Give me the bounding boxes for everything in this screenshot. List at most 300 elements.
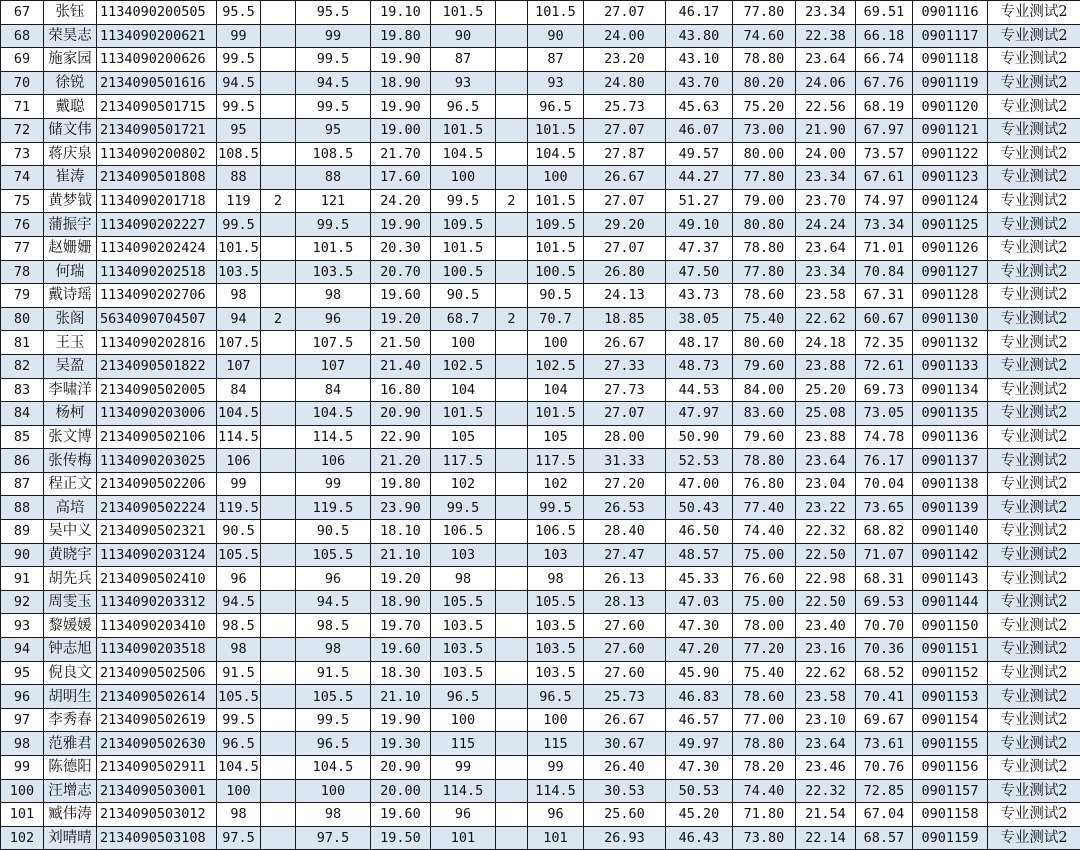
position-code-cell: 0901130 bbox=[913, 307, 988, 331]
written2-raw-cell: 103.5 bbox=[431, 638, 496, 662]
interview-weighted-cell: 22.32 bbox=[796, 779, 856, 803]
written2-weighted-cell: 26.40 bbox=[584, 756, 666, 780]
seq-cell: 68 bbox=[1, 24, 44, 48]
written2-weighted-cell: 18.85 bbox=[584, 307, 666, 331]
written1-total-cell: 98 bbox=[296, 803, 371, 827]
written1-weighted-cell: 19.20 bbox=[371, 307, 431, 331]
seq-cell: 97 bbox=[1, 708, 44, 732]
written1-bonus-cell bbox=[261, 543, 296, 567]
written2-raw-cell: 90 bbox=[431, 24, 496, 48]
written2-raw-cell: 106.5 bbox=[431, 520, 496, 544]
written2-total-cell: 103.5 bbox=[528, 614, 584, 638]
written2-total-cell: 96.5 bbox=[528, 95, 584, 119]
written2-weighted-cell: 28.13 bbox=[584, 590, 666, 614]
written2-total-cell: 114.5 bbox=[528, 779, 584, 803]
written1-weighted-cell: 21.40 bbox=[371, 354, 431, 378]
position-code-cell: 0901123 bbox=[913, 166, 988, 190]
written2-total-cell: 101.5 bbox=[528, 402, 584, 426]
written2-weighted-cell: 27.60 bbox=[584, 638, 666, 662]
table-row bbox=[1, 779, 1080, 803]
table-row bbox=[1, 331, 1080, 355]
table-row bbox=[1, 543, 1080, 567]
position-code-cell: 0901143 bbox=[913, 567, 988, 591]
written2-weighted-cell: 28.40 bbox=[584, 520, 666, 544]
table-row bbox=[1, 1, 1080, 25]
interview-cell: 80.80 bbox=[733, 213, 796, 237]
interview-cell: 80.60 bbox=[733, 331, 796, 355]
interview-cell: 75.00 bbox=[733, 543, 796, 567]
written1-bonus-cell bbox=[261, 331, 296, 355]
written1-weighted-cell: 19.90 bbox=[371, 48, 431, 72]
written1-raw-cell: 96.5 bbox=[217, 732, 261, 756]
interview-weighted-cell: 23.22 bbox=[796, 496, 856, 520]
table-row bbox=[1, 803, 1080, 827]
written1-raw-cell: 98 bbox=[217, 284, 261, 308]
written1-raw-cell: 98.5 bbox=[217, 614, 261, 638]
exam-id-cell: 2134090502410 bbox=[97, 567, 217, 591]
position-name-cell: 专业测试2 bbox=[988, 378, 1080, 402]
written2-weighted-cell: 27.87 bbox=[584, 142, 666, 166]
written2-weighted-cell: 27.20 bbox=[584, 472, 666, 496]
exam-id-cell: 2134090501715 bbox=[97, 95, 217, 119]
written1-total-cell: 100 bbox=[296, 779, 371, 803]
position-name-cell: 专业测试2 bbox=[988, 685, 1080, 709]
final-score-cell: 67.04 bbox=[856, 803, 913, 827]
position-code-cell: 0901124 bbox=[913, 189, 988, 213]
written-sum-cell: 50.90 bbox=[666, 425, 733, 449]
final-score-cell: 70.84 bbox=[856, 260, 913, 284]
exam-id-cell: 2134090502619 bbox=[97, 708, 217, 732]
written-sum-cell: 46.07 bbox=[666, 118, 733, 142]
written-sum-cell: 45.20 bbox=[666, 803, 733, 827]
table-row bbox=[1, 354, 1080, 378]
written1-weighted-cell: 19.90 bbox=[371, 708, 431, 732]
written1-bonus-cell bbox=[261, 284, 296, 308]
written1-raw-cell: 114.5 bbox=[217, 425, 261, 449]
written-sum-cell: 50.53 bbox=[666, 779, 733, 803]
written2-raw-cell: 87 bbox=[431, 48, 496, 72]
written1-weighted-cell: 16.80 bbox=[371, 378, 431, 402]
written1-weighted-cell: 18.90 bbox=[371, 71, 431, 95]
position-name-cell: 专业测试2 bbox=[988, 213, 1080, 237]
written2-raw-cell: 102.5 bbox=[431, 354, 496, 378]
written2-raw-cell: 100 bbox=[431, 708, 496, 732]
written2-weighted-cell: 27.33 bbox=[584, 354, 666, 378]
written2-bonus-cell bbox=[496, 449, 528, 473]
name-cell: 吴盈 bbox=[44, 354, 97, 378]
seq-cell: 75 bbox=[1, 189, 44, 213]
final-score-cell: 72.61 bbox=[856, 354, 913, 378]
written1-weighted-cell: 21.50 bbox=[371, 331, 431, 355]
seq-cell: 86 bbox=[1, 449, 44, 473]
written2-bonus-cell bbox=[496, 402, 528, 426]
written-sum-cell: 48.73 bbox=[666, 354, 733, 378]
written1-weighted-cell: 18.90 bbox=[371, 590, 431, 614]
table-row bbox=[1, 142, 1080, 166]
position-code-cell: 0901133 bbox=[913, 354, 988, 378]
written1-weighted-cell: 21.70 bbox=[371, 142, 431, 166]
written1-total-cell: 99.5 bbox=[296, 708, 371, 732]
written-sum-cell: 48.17 bbox=[666, 331, 733, 355]
written1-weighted-cell: 19.10 bbox=[371, 1, 431, 25]
seq-cell: 70 bbox=[1, 71, 44, 95]
position-code-cell: 0901157 bbox=[913, 779, 988, 803]
position-code-cell: 0901125 bbox=[913, 213, 988, 237]
written2-total-cell: 93 bbox=[528, 71, 584, 95]
table-row bbox=[1, 661, 1080, 685]
exam-id-cell: 1134090200626 bbox=[97, 48, 217, 72]
written2-total-cell: 90 bbox=[528, 24, 584, 48]
final-score-cell: 69.51 bbox=[856, 1, 913, 25]
written1-total-cell: 90.5 bbox=[296, 520, 371, 544]
written2-bonus-cell bbox=[496, 166, 528, 190]
name-cell: 李秀春 bbox=[44, 708, 97, 732]
written1-total-cell: 104.5 bbox=[296, 402, 371, 426]
written1-total-cell: 96 bbox=[296, 307, 371, 331]
interview-cell: 77.40 bbox=[733, 496, 796, 520]
position-name-cell: 专业测试2 bbox=[988, 307, 1080, 331]
written1-total-cell: 114.5 bbox=[296, 425, 371, 449]
written2-raw-cell: 117.5 bbox=[431, 449, 496, 473]
seq-cell: 91 bbox=[1, 567, 44, 591]
written2-total-cell: 100.5 bbox=[528, 260, 584, 284]
position-code-cell: 0901153 bbox=[913, 685, 988, 709]
interview-cell: 75.20 bbox=[733, 95, 796, 119]
written2-weighted-cell: 23.20 bbox=[584, 48, 666, 72]
written2-raw-cell: 105 bbox=[431, 425, 496, 449]
name-cell: 张阁 bbox=[44, 307, 97, 331]
written1-raw-cell: 103.5 bbox=[217, 260, 261, 284]
written1-bonus-cell: 2 bbox=[261, 189, 296, 213]
written2-weighted-cell: 29.20 bbox=[584, 213, 666, 237]
written1-weighted-cell: 19.60 bbox=[371, 284, 431, 308]
position-code-cell: 0901118 bbox=[913, 48, 988, 72]
written1-total-cell: 99.5 bbox=[296, 213, 371, 237]
written2-total-cell: 96 bbox=[528, 803, 584, 827]
written2-weighted-cell: 26.13 bbox=[584, 567, 666, 591]
position-code-cell: 0901117 bbox=[913, 24, 988, 48]
written2-total-cell: 109.5 bbox=[528, 213, 584, 237]
written1-total-cell: 119.5 bbox=[296, 496, 371, 520]
name-cell: 杨柯 bbox=[44, 402, 97, 426]
written2-weighted-cell: 27.60 bbox=[584, 661, 666, 685]
written1-bonus-cell bbox=[261, 708, 296, 732]
final-score-cell: 70.04 bbox=[856, 472, 913, 496]
name-cell: 张文博 bbox=[44, 425, 97, 449]
written2-bonus-cell bbox=[496, 213, 528, 237]
final-score-cell: 74.97 bbox=[856, 189, 913, 213]
written1-total-cell: 105.5 bbox=[296, 685, 371, 709]
final-score-cell: 67.76 bbox=[856, 71, 913, 95]
name-cell: 黄梦钺 bbox=[44, 189, 97, 213]
position-code-cell: 0901159 bbox=[913, 826, 988, 850]
written2-raw-cell: 101.5 bbox=[431, 118, 496, 142]
written2-total-cell: 101.5 bbox=[528, 1, 584, 25]
table-row bbox=[1, 732, 1080, 756]
written2-weighted-cell: 28.00 bbox=[584, 425, 666, 449]
written2-bonus-cell bbox=[496, 826, 528, 850]
exam-id-cell: 1134090202816 bbox=[97, 331, 217, 355]
final-score-cell: 72.85 bbox=[856, 779, 913, 803]
final-score-cell: 74.78 bbox=[856, 425, 913, 449]
position-name-cell: 专业测试2 bbox=[988, 425, 1080, 449]
written2-raw-cell: 99.5 bbox=[431, 496, 496, 520]
written1-bonus-cell bbox=[261, 402, 296, 426]
exam-id-cell: 2134090502630 bbox=[97, 732, 217, 756]
written1-bonus-cell bbox=[261, 142, 296, 166]
name-cell: 吴中义 bbox=[44, 520, 97, 544]
interview-weighted-cell: 25.08 bbox=[796, 402, 856, 426]
name-cell: 高培 bbox=[44, 496, 97, 520]
written1-weighted-cell: 19.60 bbox=[371, 803, 431, 827]
position-code-cell: 0901137 bbox=[913, 449, 988, 473]
exam-id-cell: 1134090203312 bbox=[97, 590, 217, 614]
written2-total-cell: 103.5 bbox=[528, 638, 584, 662]
position-name-cell: 专业测试2 bbox=[988, 166, 1080, 190]
name-cell: 蒲振宇 bbox=[44, 213, 97, 237]
interview-weighted-cell: 22.38 bbox=[796, 24, 856, 48]
interview-weighted-cell: 23.70 bbox=[796, 189, 856, 213]
interview-cell: 74.40 bbox=[733, 520, 796, 544]
interview-cell: 78.80 bbox=[733, 236, 796, 260]
interview-weighted-cell: 23.88 bbox=[796, 354, 856, 378]
name-cell: 周雯玉 bbox=[44, 590, 97, 614]
interview-cell: 80.20 bbox=[733, 71, 796, 95]
position-name-cell: 专业测试2 bbox=[988, 756, 1080, 780]
name-cell: 刘晴晴 bbox=[44, 826, 97, 850]
written2-total-cell: 90.5 bbox=[528, 284, 584, 308]
table-row bbox=[1, 189, 1080, 213]
written1-raw-cell: 99 bbox=[217, 472, 261, 496]
written-sum-cell: 45.33 bbox=[666, 567, 733, 591]
written1-raw-cell: 104.5 bbox=[217, 756, 261, 780]
table-row bbox=[1, 260, 1080, 284]
interview-cell: 78.20 bbox=[733, 756, 796, 780]
position-name-cell: 专业测试2 bbox=[988, 614, 1080, 638]
written1-raw-cell: 104.5 bbox=[217, 402, 261, 426]
exam-id-cell: 1134090200505 bbox=[97, 1, 217, 25]
final-score-cell: 66.74 bbox=[856, 48, 913, 72]
exam-id-cell: 2134090501616 bbox=[97, 71, 217, 95]
written1-weighted-cell: 21.20 bbox=[371, 449, 431, 473]
interview-cell: 75.40 bbox=[733, 307, 796, 331]
position-name-cell: 专业测试2 bbox=[988, 118, 1080, 142]
written1-total-cell: 94.5 bbox=[296, 71, 371, 95]
written-sum-cell: 47.20 bbox=[666, 638, 733, 662]
written-sum-cell: 43.10 bbox=[666, 48, 733, 72]
written1-bonus-cell bbox=[261, 166, 296, 190]
seq-cell: 85 bbox=[1, 425, 44, 449]
written-sum-cell: 44.53 bbox=[666, 378, 733, 402]
interview-weighted-cell: 23.58 bbox=[796, 685, 856, 709]
written1-bonus-cell bbox=[261, 685, 296, 709]
table-row bbox=[1, 756, 1080, 780]
interview-cell: 79.00 bbox=[733, 189, 796, 213]
written-sum-cell: 49.10 bbox=[666, 213, 733, 237]
written2-raw-cell: 101.5 bbox=[431, 1, 496, 25]
position-name-cell: 专业测试2 bbox=[988, 354, 1080, 378]
written1-total-cell: 101.5 bbox=[296, 236, 371, 260]
table-row bbox=[1, 284, 1080, 308]
written1-bonus-cell bbox=[261, 826, 296, 850]
written2-bonus-cell bbox=[496, 803, 528, 827]
seq-cell: 67 bbox=[1, 1, 44, 25]
written2-bonus-cell bbox=[496, 708, 528, 732]
position-name-cell: 专业测试2 bbox=[988, 543, 1080, 567]
written2-weighted-cell: 25.60 bbox=[584, 803, 666, 827]
exam-id-cell: 2134090503108 bbox=[97, 826, 217, 850]
written1-raw-cell: 105.5 bbox=[217, 543, 261, 567]
written1-weighted-cell: 19.20 bbox=[371, 567, 431, 591]
written1-raw-cell: 99 bbox=[217, 24, 261, 48]
written1-bonus-cell bbox=[261, 567, 296, 591]
written2-total-cell: 101.5 bbox=[528, 236, 584, 260]
written2-raw-cell: 96.5 bbox=[431, 685, 496, 709]
written-sum-cell: 46.43 bbox=[666, 826, 733, 850]
written2-bonus-cell bbox=[496, 425, 528, 449]
interview-cell: 75.40 bbox=[733, 661, 796, 685]
written2-bonus-cell bbox=[496, 284, 528, 308]
written2-weighted-cell: 27.07 bbox=[584, 189, 666, 213]
interview-cell: 79.60 bbox=[733, 425, 796, 449]
name-cell: 何瑞 bbox=[44, 260, 97, 284]
interview-weighted-cell: 24.06 bbox=[796, 71, 856, 95]
written2-total-cell: 96.5 bbox=[528, 685, 584, 709]
written1-weighted-cell: 19.70 bbox=[371, 614, 431, 638]
written2-bonus-cell bbox=[496, 614, 528, 638]
interview-weighted-cell: 23.46 bbox=[796, 756, 856, 780]
written1-bonus-cell bbox=[261, 590, 296, 614]
interview-weighted-cell: 21.90 bbox=[796, 118, 856, 142]
written2-total-cell: 99 bbox=[528, 756, 584, 780]
written2-bonus-cell bbox=[496, 520, 528, 544]
seq-cell: 78 bbox=[1, 260, 44, 284]
exam-id-cell: 2134090502106 bbox=[97, 425, 217, 449]
interview-weighted-cell: 23.34 bbox=[796, 166, 856, 190]
position-name-cell: 专业测试2 bbox=[988, 472, 1080, 496]
interview-weighted-cell: 23.40 bbox=[796, 614, 856, 638]
written1-raw-cell: 99.5 bbox=[217, 95, 261, 119]
table-row bbox=[1, 590, 1080, 614]
interview-weighted-cell: 22.62 bbox=[796, 661, 856, 685]
written1-weighted-cell: 24.20 bbox=[371, 189, 431, 213]
written2-raw-cell: 103.5 bbox=[431, 614, 496, 638]
written2-bonus-cell: 2 bbox=[496, 189, 528, 213]
interview-weighted-cell: 23.88 bbox=[796, 425, 856, 449]
position-name-cell: 专业测试2 bbox=[988, 284, 1080, 308]
written2-total-cell: 106.5 bbox=[528, 520, 584, 544]
seq-cell: 90 bbox=[1, 543, 44, 567]
written1-total-cell: 107 bbox=[296, 354, 371, 378]
interview-weighted-cell: 24.18 bbox=[796, 331, 856, 355]
written2-raw-cell: 103 bbox=[431, 543, 496, 567]
table-row bbox=[1, 71, 1080, 95]
position-code-cell: 0901126 bbox=[913, 236, 988, 260]
exam-id-cell: 1134090201718 bbox=[97, 189, 217, 213]
final-score-cell: 72.35 bbox=[856, 331, 913, 355]
written1-total-cell: 98 bbox=[296, 638, 371, 662]
written2-raw-cell: 105.5 bbox=[431, 590, 496, 614]
table-row bbox=[1, 449, 1080, 473]
position-name-cell: 专业测试2 bbox=[988, 331, 1080, 355]
seq-cell: 72 bbox=[1, 118, 44, 142]
written1-weighted-cell: 20.90 bbox=[371, 756, 431, 780]
table-row bbox=[1, 638, 1080, 662]
interview-cell: 76.60 bbox=[733, 567, 796, 591]
position-code-cell: 0901119 bbox=[913, 71, 988, 95]
position-name-cell: 专业测试2 bbox=[988, 402, 1080, 426]
written-sum-cell: 45.63 bbox=[666, 95, 733, 119]
table-row bbox=[1, 708, 1080, 732]
written1-weighted-cell: 21.10 bbox=[371, 543, 431, 567]
interview-weighted-cell: 24.00 bbox=[796, 142, 856, 166]
position-name-cell: 专业测试2 bbox=[988, 260, 1080, 284]
seq-cell: 84 bbox=[1, 402, 44, 426]
written1-bonus-cell bbox=[261, 260, 296, 284]
written1-raw-cell: 94.5 bbox=[217, 71, 261, 95]
written1-raw-cell: 88 bbox=[217, 166, 261, 190]
written-sum-cell: 47.30 bbox=[666, 614, 733, 638]
interview-cell: 73.00 bbox=[733, 118, 796, 142]
exam-id-cell: 1134090203410 bbox=[97, 614, 217, 638]
seq-cell: 83 bbox=[1, 378, 44, 402]
written2-bonus-cell bbox=[496, 496, 528, 520]
interview-weighted-cell: 23.10 bbox=[796, 708, 856, 732]
exam-id-cell: 1134090202518 bbox=[97, 260, 217, 284]
table-row bbox=[1, 378, 1080, 402]
name-cell: 崔涛 bbox=[44, 166, 97, 190]
written1-raw-cell: 94 bbox=[217, 307, 261, 331]
exam-id-cell: 2134090501822 bbox=[97, 354, 217, 378]
written2-total-cell: 115 bbox=[528, 732, 584, 756]
seq-cell: 77 bbox=[1, 236, 44, 260]
written2-total-cell: 87 bbox=[528, 48, 584, 72]
exam-id-cell: 2134090502005 bbox=[97, 378, 217, 402]
written1-total-cell: 99.5 bbox=[296, 48, 371, 72]
written1-raw-cell: 84 bbox=[217, 378, 261, 402]
written1-raw-cell: 107.5 bbox=[217, 331, 261, 355]
interview-weighted-cell: 22.50 bbox=[796, 543, 856, 567]
final-score-cell: 66.18 bbox=[856, 24, 913, 48]
position-name-cell: 专业测试2 bbox=[988, 520, 1080, 544]
written2-bonus-cell bbox=[496, 95, 528, 119]
written2-bonus-cell: 2 bbox=[496, 307, 528, 331]
written1-bonus-cell bbox=[261, 378, 296, 402]
written1-bonus-cell bbox=[261, 71, 296, 95]
written1-bonus-cell bbox=[261, 213, 296, 237]
written2-raw-cell: 96 bbox=[431, 803, 496, 827]
written1-weighted-cell: 21.10 bbox=[371, 685, 431, 709]
name-cell: 张钰 bbox=[44, 1, 97, 25]
interview-cell: 77.20 bbox=[733, 638, 796, 662]
written2-bonus-cell bbox=[496, 732, 528, 756]
written2-weighted-cell: 24.80 bbox=[584, 71, 666, 95]
written2-weighted-cell: 27.07 bbox=[584, 402, 666, 426]
written2-bonus-cell bbox=[496, 661, 528, 685]
written1-weighted-cell: 20.90 bbox=[371, 402, 431, 426]
written2-total-cell: 117.5 bbox=[528, 449, 584, 473]
written1-bonus-cell bbox=[261, 48, 296, 72]
written2-bonus-cell bbox=[496, 756, 528, 780]
final-score-cell: 73.05 bbox=[856, 402, 913, 426]
position-name-cell: 专业测试2 bbox=[988, 189, 1080, 213]
table-row bbox=[1, 213, 1080, 237]
position-name-cell: 专业测试2 bbox=[988, 71, 1080, 95]
interview-weighted-cell: 22.32 bbox=[796, 520, 856, 544]
written2-weighted-cell: 25.73 bbox=[584, 685, 666, 709]
written1-total-cell: 96 bbox=[296, 567, 371, 591]
exam-id-cell: 2134090502321 bbox=[97, 520, 217, 544]
